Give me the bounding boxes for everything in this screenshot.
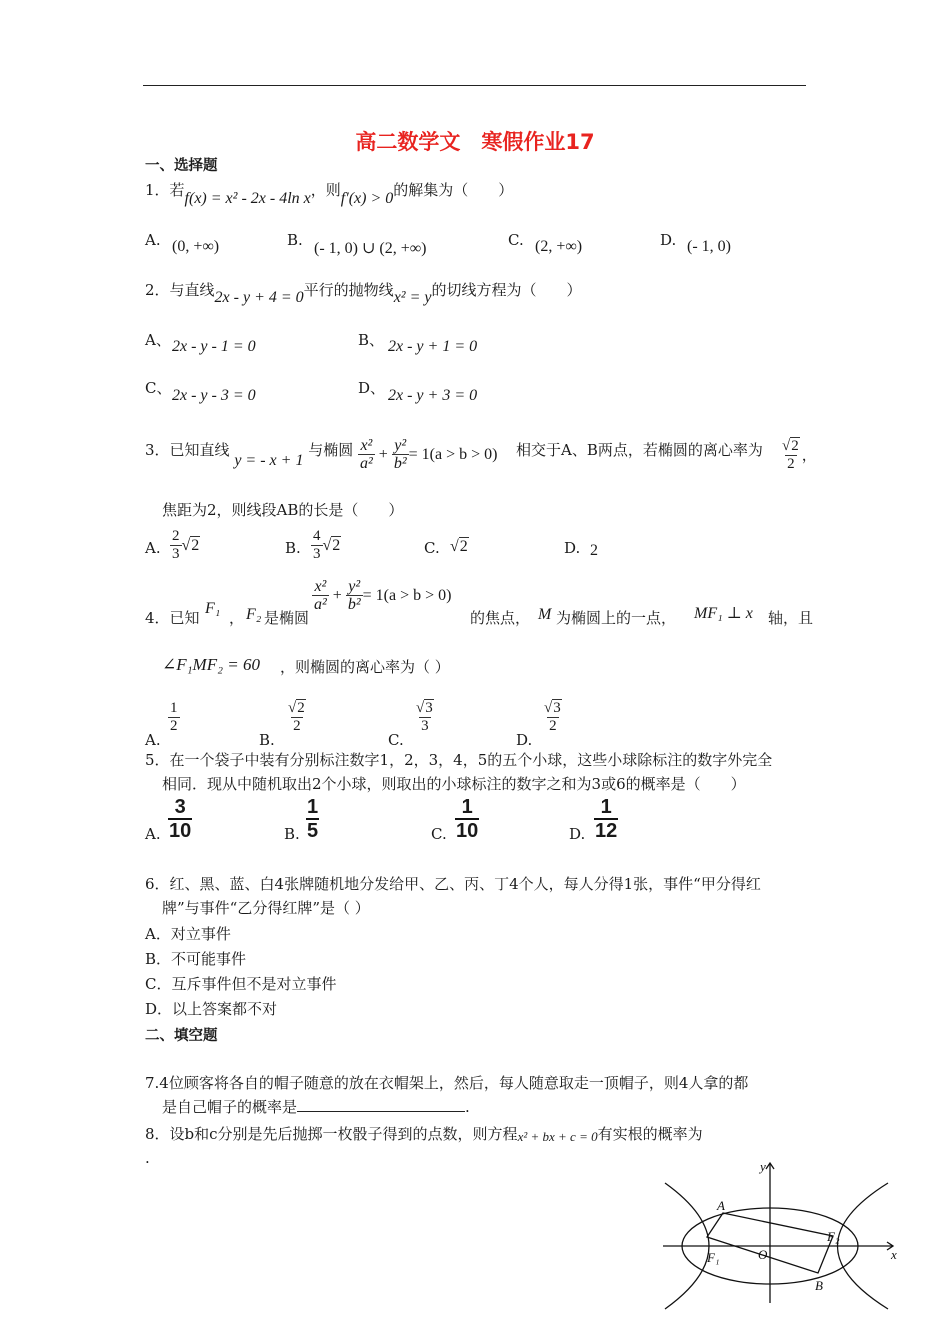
option-b: B．不可能事件 xyxy=(145,950,247,968)
point-a-label: A xyxy=(717,1198,725,1213)
option-label: B、 xyxy=(358,331,385,349)
option-b: $\frac{√2}{2}$ xyxy=(288,700,305,734)
question-4-text: 为椭圆上的一点， xyxy=(556,609,677,627)
option-d: D．以上答案都不对 xyxy=(145,1000,278,1018)
focus-f2: F₂ xyxy=(246,606,262,623)
angle-condition: ∠F₁MF₂ = 60 xyxy=(162,655,260,674)
option-label: D. xyxy=(564,539,581,557)
option-label: B. xyxy=(285,539,301,557)
option-a: $\frac{1}{2}$ xyxy=(170,700,178,734)
option-label: A、 xyxy=(145,331,171,349)
option-label: A. xyxy=(145,539,161,557)
question-6-line2: 牌”与事件“乙分得红牌”是（ ） xyxy=(162,899,370,917)
question-4-line2: ，则椭圆的离心率为（ ） xyxy=(280,658,450,676)
comma: ， xyxy=(229,609,245,627)
option-a: A．对立事件 xyxy=(145,925,231,943)
focus-f2-label: F₂ xyxy=(827,1229,840,1244)
question-2: 2．与直线2x - y + 4 = 0平行的抛物线x² = y的切线方程为（ ） xyxy=(145,281,582,306)
question-4-text: 的焦点， xyxy=(470,609,531,627)
option-a: $\frac{3}{10}$ xyxy=(169,796,192,842)
option-label: A. xyxy=(145,825,161,843)
option-label: D、 xyxy=(358,379,386,397)
question-4-text: 轴，且 xyxy=(768,609,814,627)
perpendicular: MF₁ ⊥ x xyxy=(694,605,753,622)
eccentricity-fraction: $\frac{√2}{2}$ ， xyxy=(782,438,817,472)
ellipse-equation: $\frac{\text{x²}}{\text{a²}}$ + $\frac{\text{y²}}{\text{b²}}$ = 1(a > b > 0) xyxy=(360,437,498,472)
option-d: $\frac{1}{12}$ xyxy=(595,796,618,842)
question-3-text: 相交于A、B两点，若椭圆的离心率为 xyxy=(516,441,763,459)
ellipse-equation: $\frac{\text{x²}}{\text{a²}}$ + $\frac{\text{y²}}{\text{b²}}$ = 1(a > b > 0) xyxy=(314,578,452,613)
question-1: 1．若f(x) = x² - 2x - 4ln x，则f′(x) > 0的解集为（ ） xyxy=(145,181,514,207)
section-heading-choice: 一、选择题 xyxy=(145,158,218,174)
page-title: 高二数学文 寒假作业17 xyxy=(355,130,595,154)
option-c: C．互斥事件但不是对立事件 xyxy=(145,975,337,993)
option-label: B. xyxy=(287,231,303,249)
option-label: C. xyxy=(424,539,440,557)
question-4: 4．已知 xyxy=(145,609,200,627)
point-b-label: B xyxy=(815,1278,823,1293)
question-6-line1: 6．红、黑、蓝、白4张牌随机地分发给甲、乙、丙、丁4个人，每人分得1张，事件“甲分得红 xyxy=(145,875,761,893)
option-d: 2 xyxy=(590,542,598,559)
question-4-text: 是椭圆 xyxy=(264,609,310,627)
focus-f1-label: F₁ xyxy=(707,1250,720,1265)
question-3: 3．已知直线 y = - x + 1 与椭圆 xyxy=(145,441,354,469)
answer-blank[interactable] xyxy=(297,1097,465,1112)
question-7-line2: 是自己帽子的概率是 . xyxy=(162,1098,470,1116)
ellipse-hyperbola-figure xyxy=(655,1155,905,1310)
option-label: B. xyxy=(259,731,275,749)
option-label: C、 xyxy=(145,379,172,397)
option-label: A. xyxy=(145,731,161,749)
question-5-line2: 相同．现从中随机取出2个小球，则取出的小球标注的数字之和为3或6的概率是（ ） xyxy=(162,775,746,793)
origin-label: O xyxy=(758,1247,768,1262)
option-a: (0, +∞) xyxy=(172,238,220,255)
option-label: D. xyxy=(660,231,677,249)
point-m: M xyxy=(538,606,552,623)
section-heading-fill: 二、填空题 xyxy=(145,1028,218,1044)
option-b: 2x - y + 1 = 0 xyxy=(388,338,478,355)
option-label: D. xyxy=(569,825,586,843)
option-b: (- 1, 0) ∪ (2, +∞) xyxy=(314,240,427,257)
option-d: $\frac{√3}{2}$ xyxy=(544,700,561,734)
option-d: 2x - y + 3 = 0 xyxy=(388,387,478,404)
option-label: C. xyxy=(508,231,524,249)
question-8: 8．设b和c分别是先后抛掷一枚骰子得到的点数，则方程x² + bx + c = 0有实根的概率为 xyxy=(145,1125,703,1144)
x-label: x xyxy=(891,1247,897,1262)
option-label: C. xyxy=(431,825,447,843)
option-a: 2x - y - 1 = 0 xyxy=(172,338,256,355)
option-label: C. xyxy=(388,731,404,749)
option-c: (2, +∞) xyxy=(535,238,583,255)
question-7-line1: 7.4位顾客将各自的帽子随意的放在衣帽架上，然后，每人随意取走一顶帽子，则4人拿的都 xyxy=(145,1074,749,1092)
option-c: √2 xyxy=(450,538,468,555)
option-c: 2x - y - 3 = 0 xyxy=(172,387,256,404)
option-label: A. xyxy=(145,231,161,249)
option-d: (- 1, 0) xyxy=(687,238,731,255)
option-c: $\frac{1}{10}$ xyxy=(456,796,479,842)
header-rule xyxy=(143,85,806,86)
question-3-line2: 焦距为2，则线段AB的长是（ ） xyxy=(162,501,404,519)
question-5-line1: 5．在一个袋子中装有分别标注数字1，2，3，4，5的五个小球，这些小球除标注的数字外完全 xyxy=(145,751,773,769)
option-c: $\frac{√3}{3}$ xyxy=(416,700,433,734)
option-label: B. xyxy=(284,825,300,843)
option-a: $\frac{2}{3}$ √2 xyxy=(172,528,200,562)
focus-f1: F₁ xyxy=(205,600,221,617)
y-label: y xyxy=(760,1159,766,1174)
option-label: D. xyxy=(516,731,533,749)
option-b: $\frac{1}{5}$ xyxy=(307,796,319,842)
option-b: $\frac{4}{3}$ √2 xyxy=(313,528,341,562)
question-8-end: . xyxy=(145,1149,150,1167)
